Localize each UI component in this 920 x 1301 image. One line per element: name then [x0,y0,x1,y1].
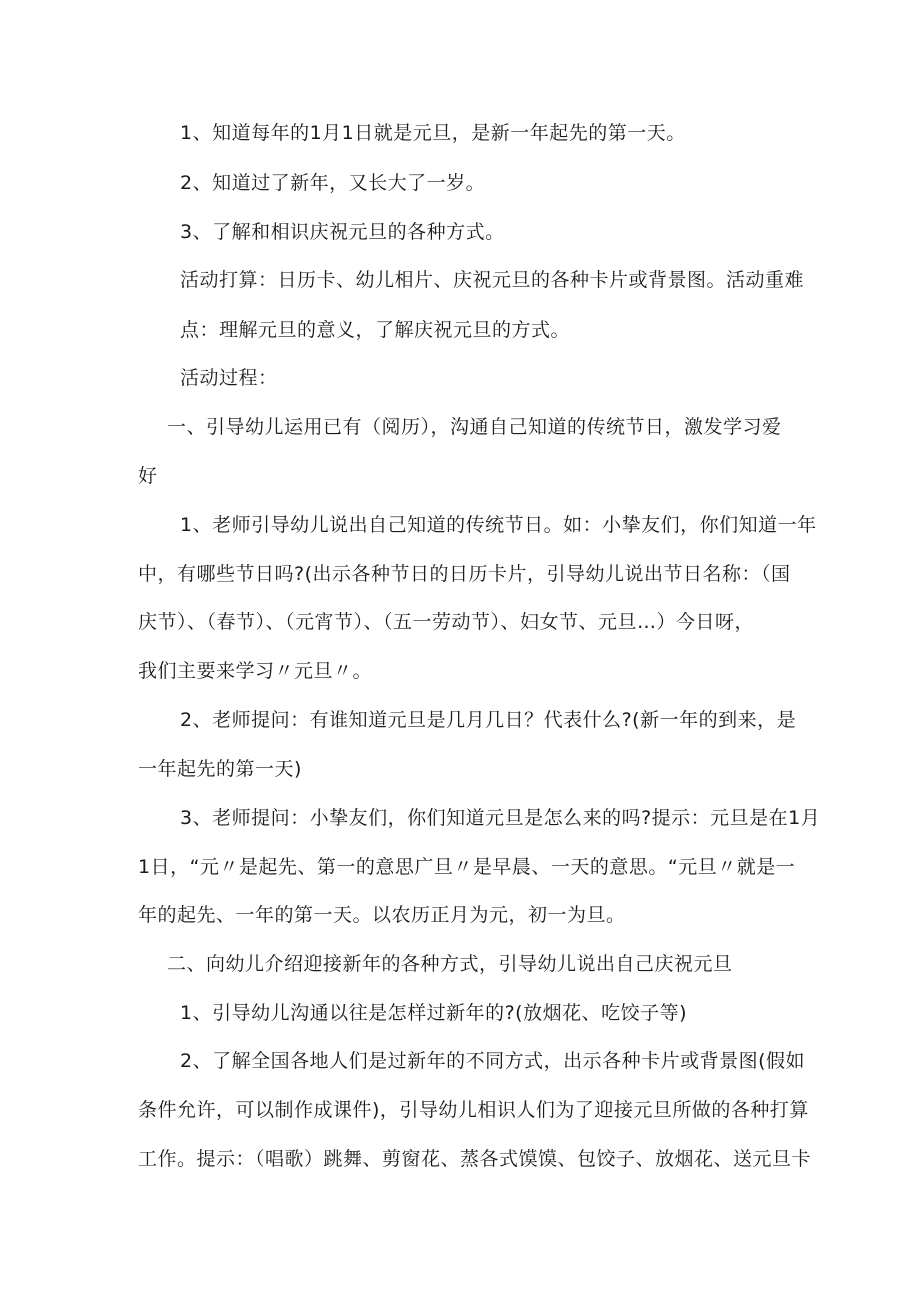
paragraph-step-1-line-2: 中，有哪些节日吗?(出示各种节日的日历卡片，引导幼儿说出节日名称：（国 [138,563,791,585]
paragraph-goal-3: 3、了解和相识庆祝元旦的各种方式。 [180,221,505,243]
paragraph-step-1-line-4: 我们主要来学习〃元旦〃。 [138,660,373,682]
section-one-heading-line-2: 好 [138,465,158,487]
paragraph-step-1-line-3: 庆节）、（春节）、（元宵节）、（五一劳动节）、妇女节、元旦…）今日呀， [138,611,755,633]
paragraph-section-two-step-2-line-3: 工作。提示：（唱歌）跳舞、剪窗花、蒸各式馍馍、包饺子、放烟花、送元旦卡 [138,1148,812,1170]
heading-activity-process: 活动过程： [180,367,278,389]
paragraph-step-2-line-2: 一年起先的第一天) [138,758,302,780]
paragraph-step-2-line-1: 2、老师提问：有谁知道元旦是几月几日？代表什么?(新一年的到来，是 [180,709,797,731]
paragraph-preparation-line-1: 活动打算：日历卡、幼儿相片、庆祝元旦的各种卡片或背景图。活动重难 [180,269,805,291]
paragraph-goal-2: 2、知道过了新年，又长大了一岁。 [180,172,486,194]
section-one-heading-line-1: 一、引导幼儿运用已有（阅历），沟通自己知道的传统节日，激发学习爱 [167,416,782,438]
paragraph-goal-1: 1、知道每年的1月1日就是元旦，是新一年起先的第一天。 [180,122,686,144]
paragraph-step-1-line-1: 1、老师引导幼儿说出自己知道的传统节日。如：小挚友们，你们知道一年 [180,514,817,536]
paragraph-section-two-step-2-line-1: 2、了解全国各地人们是过新年的不同方式，出示各种卡片或背景图(假如 [180,1050,806,1072]
paragraph-step-3-line-2: 1日，“元〃是起先、第一的意思广旦〃是早晨、一天的意思。“元旦〃就是一 [138,856,796,878]
paragraph-preparation-line-2: 点：理解元旦的意义，了解庆祝元旦的方式。 [180,319,571,341]
section-two-heading: 二、向幼儿介绍迎接新年的各种方式，引导幼儿说出自己庆祝元旦 [167,953,733,975]
paragraph-step-3-line-3: 年的起先、一年的第一天。以农历正月为元，初一为旦。 [138,904,626,926]
paragraph-section-two-step-2-line-2: 条件允许，可以制作成课件)，引导幼儿相识人们为了迎接元旦所做的各种打算 [138,1099,809,1121]
paragraph-section-two-step-1: 1、引导幼儿沟通以往是怎样过新年的?(放烟花、吃饺子等) [180,1002,687,1024]
paragraph-step-3-line-1: 3、老师提问：小挚友们，你们知道元旦是怎么来的吗?提示：元旦是在1月 [180,807,821,829]
